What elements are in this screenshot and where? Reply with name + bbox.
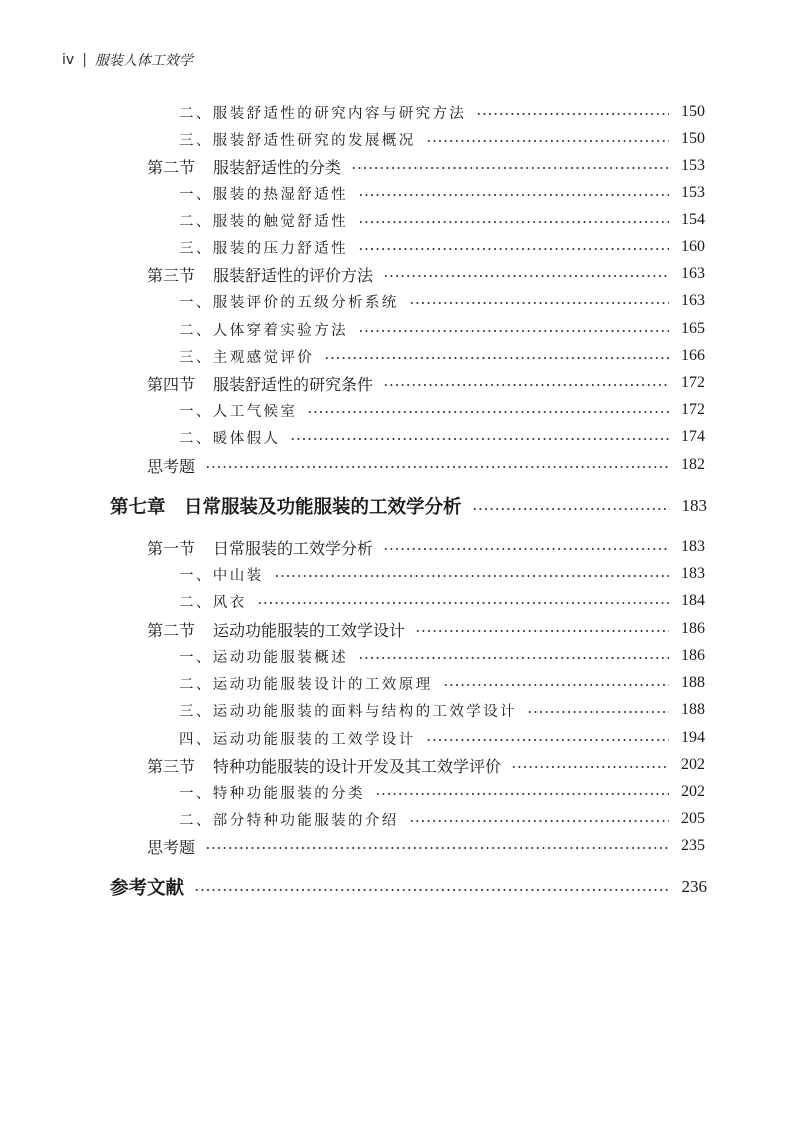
toc-number: 第三节 (147, 756, 196, 776)
dot-leader (358, 221, 669, 223)
dot-leader (383, 384, 669, 386)
toc-title: 二、运动功能服装设计的工效原理 (179, 676, 433, 693)
dot-leader (409, 302, 669, 304)
toc-section[interactable] (147, 754, 705, 776)
toc-title: 二、暖体假人 (179, 430, 281, 447)
toc-item[interactable] (179, 645, 705, 667)
toc-item[interactable] (179, 699, 705, 721)
toc-title: 运动功能服装的工效学设计 (213, 620, 406, 640)
toc-number: 第二节 (147, 620, 196, 640)
toc-page-number: 183 (681, 496, 707, 515)
toc-title: 服装舒适性的评价方法 (213, 265, 374, 285)
toc-title: 二、部分特种功能服装的介绍 (179, 812, 399, 829)
toc-title: 思考题 (147, 456, 196, 476)
toc-item[interactable] (179, 345, 705, 367)
toc-page-number: 154 (681, 211, 705, 228)
dot-leader (383, 275, 669, 277)
toc-title: 特种功能服装的设计开发及其工效学评价 (213, 756, 502, 776)
dot-leader (358, 248, 669, 250)
toc-section[interactable] (147, 155, 705, 177)
toc-title: 思考题 (147, 837, 196, 857)
dot-leader (257, 602, 669, 604)
toc-page-number: 153 (681, 157, 705, 174)
toc-number: 第一节 (147, 538, 196, 558)
toc-title: 一、特种功能服装的分类 (179, 785, 365, 802)
dot-leader (443, 684, 670, 686)
toc-page-number: 235 (681, 837, 705, 854)
toc-page-number: 174 (681, 428, 705, 445)
dot-leader (324, 357, 669, 359)
toc-title: 一、人工气候室 (179, 403, 298, 420)
toc-title: 日常服装的工效学分析 (213, 538, 374, 558)
dot-leader (476, 113, 669, 115)
toc-title: 二、服装的触觉舒适性 (179, 213, 348, 230)
dot-leader (511, 766, 669, 768)
toc-page-number: 153 (681, 184, 705, 201)
dot-leader (351, 167, 669, 169)
toc-page-number: 188 (681, 674, 705, 691)
toc-page-number: 186 (681, 647, 705, 664)
dot-leader (426, 140, 669, 142)
toc-page-number: 165 (681, 320, 705, 337)
toc-number: 第二节 (147, 157, 196, 177)
toc-section[interactable] (147, 454, 705, 476)
dot-leader (205, 847, 669, 849)
toc-chapter[interactable] (110, 493, 707, 519)
toc-item[interactable] (179, 590, 705, 612)
toc-section[interactable] (147, 372, 705, 394)
toc-title: 三、服装的压力舒适性 (179, 240, 348, 257)
toc-item[interactable] (179, 182, 705, 204)
toc-item[interactable] (179, 209, 705, 231)
toc-title: 一、服装的热湿舒适性 (179, 186, 348, 203)
toc-item[interactable] (179, 290, 705, 312)
toc-number: 第七章 (110, 497, 166, 518)
dot-leader (358, 330, 669, 332)
dot-leader (274, 575, 670, 577)
toc-title: 一、中山装 (179, 567, 264, 584)
toc-page-number: 188 (681, 701, 705, 718)
toc-title: 日常服装及功能服装的工效学分析 (184, 497, 462, 518)
dot-leader (426, 739, 669, 741)
toc-item[interactable] (179, 727, 705, 749)
dot-leader (375, 793, 669, 795)
toc-page-number: 183 (681, 538, 705, 555)
toc-page-number: 163 (681, 265, 705, 282)
toc-title: 二、人体穿着实验方法 (179, 322, 348, 339)
toc-page-number: 160 (681, 238, 705, 255)
dot-leader (358, 657, 669, 659)
toc-item[interactable] (179, 426, 705, 448)
toc-title: 四、运动功能服装的工效学设计 (179, 731, 416, 748)
dot-leader (290, 438, 669, 440)
toc-item[interactable] (179, 128, 705, 150)
toc-title: 二、服装舒适性的研究内容与研究方法 (179, 105, 467, 122)
toc-item[interactable] (179, 808, 705, 830)
toc-item[interactable] (179, 399, 705, 421)
dot-leader (194, 889, 669, 891)
toc-title: 一、服装评价的五级分析系统 (179, 294, 399, 311)
dot-leader (472, 508, 670, 510)
header-page-number: iv (62, 52, 75, 68)
toc-title: 服装舒适性的研究条件 (213, 374, 374, 394)
toc-item[interactable] (179, 672, 705, 694)
toc-title: 服装舒适性的分类 (213, 157, 342, 177)
toc-title: 二、风衣 (179, 594, 247, 611)
toc-title: 三、主观感觉评价 (179, 349, 315, 366)
toc-section[interactable] (147, 618, 705, 640)
toc-page-number: 150 (681, 103, 705, 120)
toc-page-number: 194 (681, 729, 705, 746)
toc-item[interactable] (179, 318, 705, 340)
toc-page-number: 236 (681, 877, 707, 896)
toc-page-number: 166 (681, 347, 705, 364)
toc-page-number: 163 (681, 292, 705, 309)
toc-item[interactable] (179, 781, 705, 803)
toc-page-number: 182 (681, 456, 705, 473)
toc-title: 三、运动功能服装的面料与结构的工效学设计 (179, 703, 517, 720)
toc-section[interactable] (147, 263, 705, 285)
toc-page-number: 202 (681, 783, 705, 800)
dot-leader (409, 820, 669, 822)
toc-page-number: 184 (681, 592, 705, 609)
toc-section[interactable] (147, 536, 705, 558)
toc-title: 一、运动功能服装概述 (179, 649, 348, 666)
dot-leader (527, 711, 669, 713)
toc-item[interactable] (179, 101, 705, 123)
toc-section[interactable] (147, 835, 705, 857)
toc-title: 三、服装舒适性研究的发展概况 (179, 132, 416, 149)
toc-page-number: 183 (681, 565, 705, 582)
header-book-title: 服装人体工效学 (94, 53, 193, 69)
dot-leader (415, 630, 669, 632)
dot-leader (205, 466, 669, 468)
toc-number: 第三节 (147, 265, 196, 285)
toc-chapter[interactable] (110, 874, 707, 900)
toc-item[interactable] (179, 563, 705, 585)
toc-title: 参考文献 (110, 878, 185, 899)
dot-leader (383, 548, 669, 550)
toc-page-number: 202 (681, 756, 705, 773)
toc-page-number: 150 (681, 130, 705, 147)
toc-page-number: 172 (681, 374, 705, 391)
header-separator: | (82, 52, 87, 68)
toc-page-number: 172 (681, 401, 705, 418)
dot-leader (358, 194, 669, 196)
toc-page-number: 205 (681, 810, 705, 827)
toc-number: 第四节 (147, 374, 196, 394)
toc-item[interactable] (179, 236, 705, 258)
toc-page-number: 186 (681, 620, 705, 637)
dot-leader (307, 411, 669, 413)
